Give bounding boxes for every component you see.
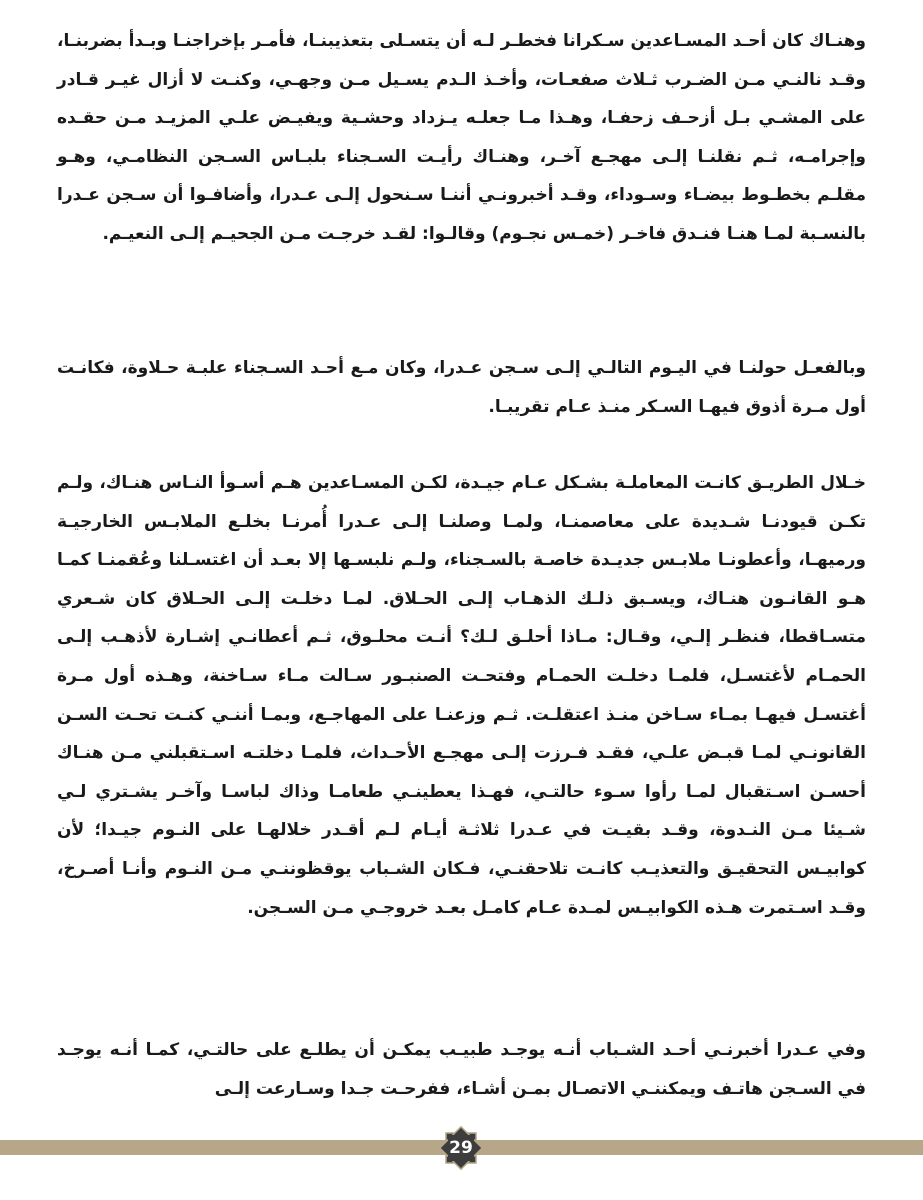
page-number: 29 bbox=[449, 1138, 473, 1158]
paragraph-4: وفي عـدرا أخبرنـي أحـد الشـباب أنـه يوجـد طبيـب يمكـن أن يطلـع على حالتـي، كمـا أنـه يوجـد في السـجن هاتـف ويمكننـي الاتصـال بمـن أشـاء، ففرحـت جـدا وسـارعت إلـى bbox=[57, 1040, 866, 1099]
page-number-badge bbox=[437, 1124, 485, 1172]
paragraph-1: وهنـاك كان أحـد المسـاعدين سـكرانا فخطـر لـه أن يتسـلى بتعذيبنـا، فأمـر بإخراجنـا وبـدأ بضربنـا، وقـد نالنـي مـن الضـرب ثـلاث صفعـات، وأخـذ الـدم يسـيل مـن وجهـي، وكنـت لا أزال غيـر قـادر على المشـي بـل أزحـف زحفـا، وهـذا مـا جعلـه يـزداد وحشـية ويفيـض علـي المزيـد مـن حقـده وإجرامـه، ثـم نقلنـا إلـى مهجـع آخـر، وهنـاك رأيـت السـجناء بلبـاس السـجن النظامـي، وهـو مقلـم بخطـوط بيضـاء وسـوداء، وقـد أخبرونـي أننـا سـنحول إلـى عـدرا، وأضافـوا أن سـجن عـدرا بالنسـبة لمـا هنـا فنـدق فاخـر (خمـس نجـوم) وقالـوا: لقـد خرجـت مـن الجحيـم إلـى النعيـم. bbox=[56, 31, 866, 244]
paragraph-2: وبالفعـل حولنـا في اليـوم التالـي إلـى سـجن عـدرا، وكان مـع أحـد السـجناء علبـة حـلاوة، فكانـت أول مـرة أذوق فيهـا السـكر منـذ عـام تقريبـا. bbox=[57, 358, 866, 417]
paragraph-3: خـلال الطريـق كانـت المعاملـة بشـكل عـام جيـدة، لكـن المسـاعدين هـم أسـوأ النـاس هنـاك، ولـم تكـن قيودنـا شـديدة على معاصمنـا، ولمـا وصلنـا إلـى عـدرا أُمرنـا بخلـع الملابـس الخارجيـة ورميهـا، وأعطونـا ملابـس جديـدة خاصـة بالسـجناء، ولـم نلبسـها إلا بعـد أن اغتسـلنا وعُقمنـا كمـا هـو القانـون هنـاك، ويسـبق ذلـك الذهـاب إلـى الحـلاق. لمـا دخلـت إلـى الحـلاق كان شـعري متسـاقطا، فنظـر إلـي، وقـال: مـاذا أحلـق لـك؟ أنـت محلـوق، ثـم أعطانـي إشـارة لأذهـب إلـى الحمـام لأغتسـل، فلمـا دخلـت الحمـام وفتحـت الصنبـور سـالت مـاء سـاخنة، وهـذه أول مـرة أغتسـل فيهـا بمـاء سـاخن منـذ اعتقلـت. ثـم وزعنـا على المهاجـع، وبمـا أننـي كنـت تحـت السـن القانونـي لمـا قبـض علـي، فقـد فـرزت إلـى مهجـع الأحـداث، فلمـا دخلتـه اسـتقبلني مـن هنـاك أحسـن اسـتقبال لمـا رأوا سـوء حالتـي، فهـذا يعطينـي طعامـا وذاك لباسـا وآخـر يشـتري لـي شـيئا مـن النـدوة، وقـد بقيـت في عـدرا ثلاثـة أيـام لـم أقـدر خلالهـا على النـوم جيـدا؛ لأن كوابيـس التحقيـق والتعذيـب كانـت تلاحقنـي، فـكان الشـباب يوقظوننـي مـن النـوم وأنـا أصـرخ، وقـد اسـتمرت هـذه الكوابيـس لمـدة عـام كامـل بعـد خروجـي مـن السـجن. bbox=[57, 473, 866, 918]
